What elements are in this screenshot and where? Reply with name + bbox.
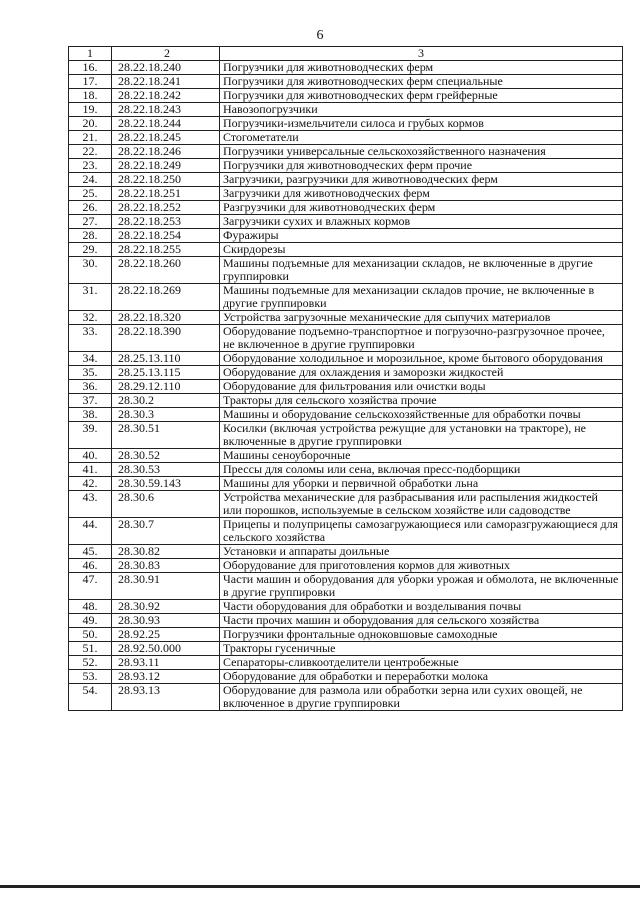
row-number: 39. xyxy=(69,422,112,449)
row-name: Загрузчики, разгрузчики для животноводческих ферм xyxy=(220,173,623,187)
row-number: 26. xyxy=(69,201,112,215)
row-code: 28.30.2 xyxy=(112,394,220,408)
header-col-1: 1 xyxy=(69,47,112,61)
table-row xyxy=(69,463,623,477)
header-col-2: 2 xyxy=(112,47,220,61)
row-name: Оборудование для фильтрования или очистки воды xyxy=(220,380,623,394)
row-number: 38. xyxy=(69,408,112,422)
row-name: Сепараторы-сливкоотделители центробежные xyxy=(220,656,623,670)
page-number: 6 xyxy=(316,28,324,43)
header-col-3: 3 xyxy=(220,47,623,61)
table-row xyxy=(69,545,623,559)
row-number: 17. xyxy=(69,75,112,89)
row-code: 28.30.92 xyxy=(112,600,220,614)
row-name: Оборудование для размола или обработки зерна или сухих овощей, не включенное в другие группировки xyxy=(220,684,623,711)
table-row xyxy=(69,173,623,187)
row-code: 28.93.12 xyxy=(112,670,220,684)
row-name: Разгрузчики для животноводческих ферм xyxy=(220,201,623,215)
row-name: Устройства загрузочные механические для сыпучих материалов xyxy=(220,311,623,325)
row-name: Оборудование для охлаждения и заморозки жидкостей xyxy=(220,366,623,380)
table-row xyxy=(69,117,623,131)
row-code: 28.22.18.253 xyxy=(112,215,220,229)
row-code: 28.30.3 xyxy=(112,408,220,422)
row-number: 36. xyxy=(69,380,112,394)
row-number: 46. xyxy=(69,559,112,573)
row-number: 37. xyxy=(69,394,112,408)
table-row xyxy=(69,103,623,117)
row-name: Части машин и оборудования для уборки урожая и обмолота, не включенные в другие группировки xyxy=(220,573,623,600)
row-name: Тракторы для сельского хозяйства прочие xyxy=(220,394,623,408)
table-row xyxy=(69,89,623,103)
row-number: 47. xyxy=(69,573,112,600)
row-number: 49. xyxy=(69,614,112,628)
row-name: Машины подъемные для механизации складов, не включенные в другие группировки xyxy=(220,257,623,284)
table-row xyxy=(69,684,623,711)
row-code: 28.93.13 xyxy=(112,684,220,711)
row-code: 28.25.13.115 xyxy=(112,366,220,380)
row-code: 28.22.18.245 xyxy=(112,131,220,145)
row-name: Погрузчики для животноводческих ферм прочие xyxy=(220,159,623,173)
row-name: Тракторы гусеничные xyxy=(220,642,623,656)
row-code: 28.22.18.251 xyxy=(112,187,220,201)
table-row xyxy=(69,75,623,89)
table-row xyxy=(69,284,623,311)
row-name: Устройства механические для разбрасывания или распыления жидкостей или порошков, используемые в сельском хозяйстве или садоводстве xyxy=(220,491,623,518)
row-code: 28.30.7 xyxy=(112,518,220,545)
row-code: 28.30.6 xyxy=(112,491,220,518)
row-name: Фуражиры xyxy=(220,229,623,243)
row-code: 28.30.82 xyxy=(112,545,220,559)
row-name: Машины подъемные для механизации складов прочие, не включенные в другие группировки xyxy=(220,284,623,311)
row-number: 16. xyxy=(69,61,112,75)
row-name: Стогометатели xyxy=(220,131,623,145)
row-number: 43. xyxy=(69,491,112,518)
table-row xyxy=(69,243,623,257)
row-name: Погрузчики-измельчители силоса и грубых кормов xyxy=(220,117,623,131)
row-name: Машины и оборудование сельскохозяйственные для обработки почвы xyxy=(220,408,623,422)
table-row xyxy=(69,600,623,614)
row-name: Машины для уборки и первичной обработки льна xyxy=(220,477,623,491)
row-name: Прицепы и полуприцепы самозагружающиеся или саморазгружающиеся для сельского хозяйства xyxy=(220,518,623,545)
row-number: 32. xyxy=(69,311,112,325)
row-code: 28.22.18.241 xyxy=(112,75,220,89)
row-number: 27. xyxy=(69,215,112,229)
row-name: Оборудование холодильное и морозильное, кроме бытового оборудования xyxy=(220,352,623,366)
row-code: 28.22.18.244 xyxy=(112,117,220,131)
row-name: Оборудование для приготовления кормов для животных xyxy=(220,559,623,573)
row-code: 28.22.18.242 xyxy=(112,89,220,103)
table-row xyxy=(69,394,623,408)
row-number: 54. xyxy=(69,684,112,711)
row-number: 35. xyxy=(69,366,112,380)
row-number: 44. xyxy=(69,518,112,545)
row-number: 22. xyxy=(69,145,112,159)
table-row xyxy=(69,311,623,325)
row-code: 28.22.18.269 xyxy=(112,284,220,311)
row-name: Машины сеноуборочные xyxy=(220,449,623,463)
table-row xyxy=(69,491,623,518)
row-number: 19. xyxy=(69,103,112,117)
row-name: Части оборудования для обработки и возделывания почвы xyxy=(220,600,623,614)
row-code: 28.22.18.252 xyxy=(112,201,220,215)
row-name: Косилки (включая устройства режущие для установки на тракторе), не включенные в другие группировки xyxy=(220,422,623,449)
row-code: 28.22.18.254 xyxy=(112,229,220,243)
table-row xyxy=(69,159,623,173)
table-row xyxy=(69,215,623,229)
row-name: Прессы для соломы или сена, включая пресс-подборщики xyxy=(220,463,623,477)
row-code: 28.22.18.320 xyxy=(112,311,220,325)
row-code: 28.29.12.110 xyxy=(112,380,220,394)
row-number: 50. xyxy=(69,628,112,642)
row-code: 28.22.18.243 xyxy=(112,103,220,117)
row-code: 28.30.52 xyxy=(112,449,220,463)
row-number: 52. xyxy=(69,656,112,670)
row-number: 42. xyxy=(69,477,112,491)
row-number: 30. xyxy=(69,257,112,284)
row-name: Погрузчики универсальные сельскохозяйственного назначения xyxy=(220,145,623,159)
row-number: 51. xyxy=(69,642,112,656)
row-code: 28.22.18.250 xyxy=(112,173,220,187)
table-row xyxy=(69,449,623,463)
row-code: 28.30.59.143 xyxy=(112,477,220,491)
row-number: 28. xyxy=(69,229,112,243)
table-row xyxy=(69,656,623,670)
row-number: 18. xyxy=(69,89,112,103)
equipment-table xyxy=(68,46,623,711)
row-number: 34. xyxy=(69,352,112,366)
row-name: Погрузчики для животноводческих ферм грейферные xyxy=(220,89,623,103)
table-row xyxy=(69,518,623,545)
row-number: 48. xyxy=(69,600,112,614)
row-number: 45. xyxy=(69,545,112,559)
table-row xyxy=(69,366,623,380)
row-number: 23. xyxy=(69,159,112,173)
row-number: 29. xyxy=(69,243,112,257)
row-name: Оборудование для обработки и переработки молока xyxy=(220,670,623,684)
row-code: 28.92.50.000 xyxy=(112,642,220,656)
table-row xyxy=(69,145,623,159)
table-row xyxy=(69,422,623,449)
row-number: 33. xyxy=(69,325,112,352)
table-header-row xyxy=(69,47,623,61)
row-name: Части прочих машин и оборудования для сельского хозяйства xyxy=(220,614,623,628)
row-number: 24. xyxy=(69,173,112,187)
row-name: Навозопогрузчики xyxy=(220,103,623,117)
table-row xyxy=(69,352,623,366)
table-row xyxy=(69,628,623,642)
table-row xyxy=(69,614,623,628)
row-code: 28.30.93 xyxy=(112,614,220,628)
table-row xyxy=(69,187,623,201)
row-name: Погрузчики для животноводческих ферм xyxy=(220,61,623,75)
row-code: 28.22.18.246 xyxy=(112,145,220,159)
row-code: 28.25.13.110 xyxy=(112,352,220,366)
table-row xyxy=(69,670,623,684)
row-name: Загрузчики сухих и влажных кормов xyxy=(220,215,623,229)
row-number: 41. xyxy=(69,463,112,477)
row-name: Загрузчики для животноводческих ферм xyxy=(220,187,623,201)
row-number: 40. xyxy=(69,449,112,463)
table-row xyxy=(69,573,623,600)
row-code: 28.30.83 xyxy=(112,559,220,573)
table-row xyxy=(69,325,623,352)
bottom-rule xyxy=(0,885,640,888)
table-row xyxy=(69,61,623,75)
row-name: Скирдорезы xyxy=(220,243,623,257)
row-number: 31. xyxy=(69,284,112,311)
row-code: 28.30.51 xyxy=(112,422,220,449)
table-row xyxy=(69,559,623,573)
table-row xyxy=(69,380,623,394)
row-code: 28.22.18.249 xyxy=(112,159,220,173)
table-row xyxy=(69,131,623,145)
table-row xyxy=(69,201,623,215)
row-code: 28.22.18.260 xyxy=(112,257,220,284)
table-row xyxy=(69,408,623,422)
row-name: Погрузчики для животноводческих ферм специальные xyxy=(220,75,623,89)
row-code: 28.93.11 xyxy=(112,656,220,670)
table-row xyxy=(69,257,623,284)
table-row xyxy=(69,477,623,491)
row-name: Погрузчики фронтальные одноковшовые самоходные xyxy=(220,628,623,642)
row-number: 20. xyxy=(69,117,112,131)
row-code: 28.30.91 xyxy=(112,573,220,600)
row-code: 28.22.18.255 xyxy=(112,243,220,257)
row-number: 21. xyxy=(69,131,112,145)
row-name: Установки и аппараты доильные xyxy=(220,545,623,559)
row-number: 53. xyxy=(69,670,112,684)
table-row xyxy=(69,642,623,656)
row-code: 28.30.53 xyxy=(112,463,220,477)
row-code: 28.22.18.240 xyxy=(112,61,220,75)
table-row xyxy=(69,229,623,243)
row-number: 25. xyxy=(69,187,112,201)
row-name: Оборудование подъемно-транспортное и погрузочно-разгрузочное прочее, не включенное в другие группировки xyxy=(220,325,623,352)
row-code: 28.92.25 xyxy=(112,628,220,642)
row-code: 28.22.18.390 xyxy=(112,325,220,352)
